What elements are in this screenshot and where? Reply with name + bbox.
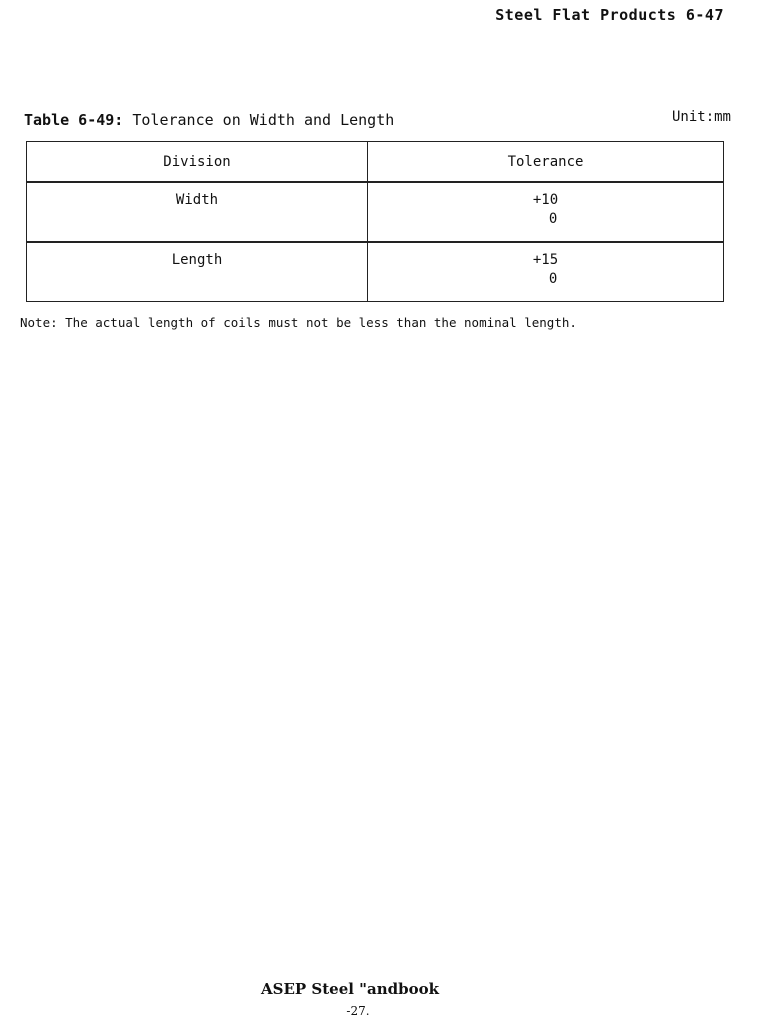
table-caption xyxy=(24,111,394,129)
tolerance-cell xyxy=(368,242,724,302)
tolerance-plus: +10 xyxy=(532,192,559,208)
table-row xyxy=(27,242,724,302)
tolerance-cell xyxy=(368,182,724,242)
column-header-division: Division xyxy=(27,142,368,183)
running-header: Steel Flat Products 6-47 xyxy=(495,6,724,24)
table-header-row xyxy=(27,142,724,183)
tolerance-value xyxy=(533,251,558,289)
table-unit: Unit:mm xyxy=(671,109,731,125)
tolerance-plus: +15 xyxy=(532,252,559,268)
tolerance-table xyxy=(26,141,724,302)
division-label: Width xyxy=(175,192,219,208)
table-caption-title: Tolerance on Width and Length xyxy=(132,111,395,129)
table-caption-label: Table 6-49: xyxy=(24,111,124,129)
page-number: -27. xyxy=(346,1004,370,1018)
division-cell xyxy=(27,182,368,242)
table-note: Note: The actual length of coils must not be less than the nominal length. xyxy=(20,315,577,330)
division-cell xyxy=(27,242,368,302)
tolerance-minus: 0 xyxy=(548,271,558,287)
footer-title: ASEP Steel "andbook xyxy=(261,980,439,998)
tolerance-value xyxy=(533,191,558,229)
tolerance-minus: 0 xyxy=(548,211,558,227)
column-header-tolerance: Tolerance xyxy=(368,142,724,183)
division-label: Length xyxy=(171,252,223,268)
table-row xyxy=(27,182,724,242)
